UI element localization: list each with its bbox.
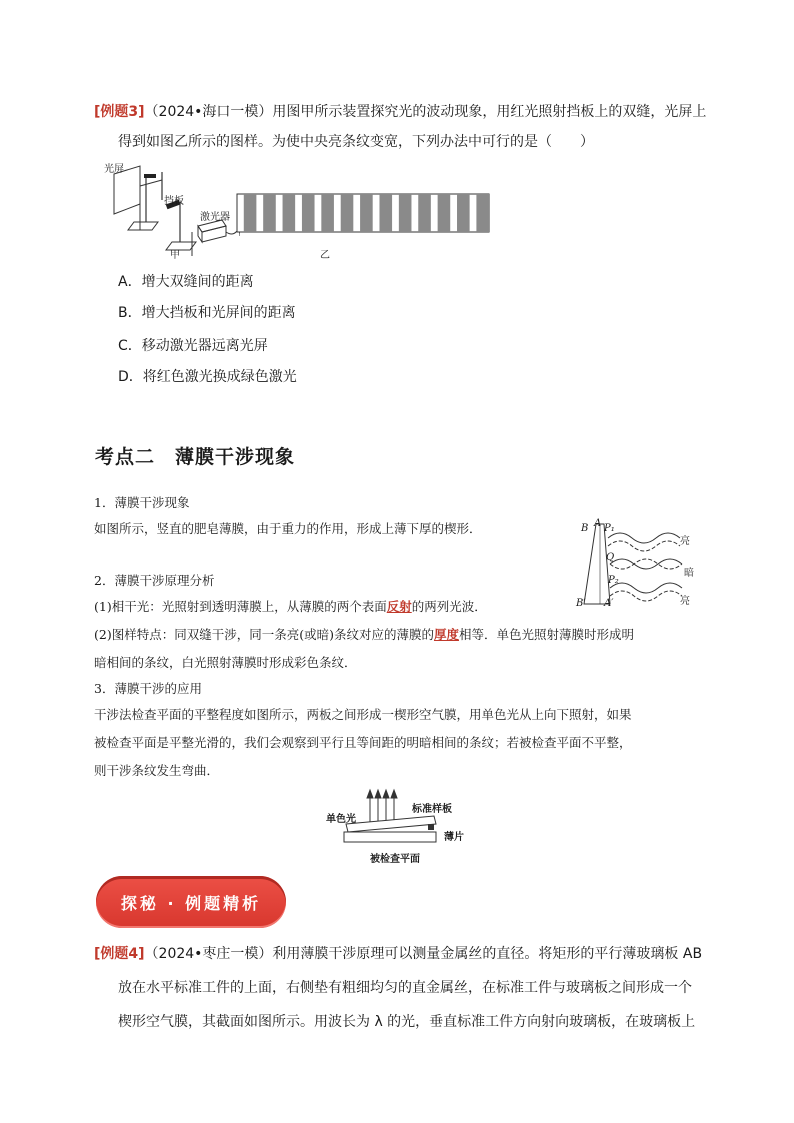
fringe-bar: [379, 194, 392, 232]
label-yi: 乙: [320, 250, 330, 261]
film-wedge: [584, 524, 610, 604]
fringe-bar: [457, 194, 470, 232]
label-tested-plane: 被检查平面: [370, 854, 420, 865]
banner-label: 探秘 · 例题精析: [120, 893, 262, 913]
label-A: A: [594, 518, 602, 529]
example4-line2: 放在水平标准工件的上面，右侧垫有粗细均匀的直金属丝，在标准工件与玻璃板之间形成一个: [118, 980, 692, 996]
label-A-prime: A′: [604, 598, 614, 609]
label-jia: 甲: [170, 250, 180, 261]
label-bright-2: 亮: [680, 596, 690, 607]
label-B: B: [581, 523, 589, 534]
note-heading-3: 3．薄膜干涉的应用: [94, 681, 202, 696]
fringe-bar: [244, 194, 257, 232]
label-bright-1: 亮: [680, 536, 690, 547]
option-a[interactable]: A．增大双缝间的距离: [118, 274, 254, 290]
note-heading-2: 2．薄膜干涉原理分析: [94, 573, 215, 588]
fringe-bar: [360, 194, 373, 232]
fringe-bar: [283, 194, 296, 232]
keyword-thickness: 厚度: [433, 627, 459, 642]
fringe-bar: [302, 194, 315, 232]
option-d[interactable]: D．将红色激光换成绿色激光: [118, 369, 297, 385]
section-banner: [96, 876, 286, 928]
example4-tag: [例题4]: [94, 946, 145, 962]
label-laser: 激光器: [200, 212, 230, 223]
note-text-3-line2: 被检查平面是平整光滑的，我们会观察到平行且等间距的明暗相间的条纹；若被检查平面不平整，: [94, 735, 632, 750]
fringe-bar: [438, 194, 451, 232]
example4-line1: [94, 944, 702, 964]
option-b[interactable]: B．增大挡板和光屏间的距离: [118, 305, 296, 321]
section-title: 考点二 薄膜干涉现象: [95, 446, 296, 468]
label-dark: 暗: [684, 568, 694, 579]
label-B-prime: B′: [576, 598, 586, 609]
example4-text1: （2024•枣庄一模）利用薄膜干涉原理可以测量金属丝的直径。将矩形的平行薄玻璃板 AB: [144, 946, 703, 962]
fringe-bar: [263, 194, 276, 232]
note-text-3-line3: 则干涉条纹发生弯曲．: [94, 763, 220, 778]
label-screen: 光屏: [104, 164, 124, 175]
fringe-pattern: [236, 193, 490, 233]
fringe-bar: [418, 194, 431, 232]
label-sheet: 薄片: [444, 832, 464, 843]
label-P1: P₁: [604, 523, 615, 534]
example3-line1: [94, 102, 706, 122]
label-standard-plate: 标准样板: [412, 804, 452, 815]
note-text-2a: (1)相干光：光照射到透明薄膜上，从薄膜的两个表面反射的两列光波．: [94, 599, 487, 614]
fringe-bar: [476, 194, 489, 232]
keyword-reflection: 反射: [386, 599, 412, 614]
note-heading-1: 1．薄膜干涉现象: [94, 495, 190, 510]
example3-text1: （2024•海口一模）用图甲所示装置探究光的波动现象，用红光照射挡板上的双缝，光屏上: [144, 104, 707, 120]
label-P2: P₂: [608, 575, 619, 586]
flatness-figure: [340, 786, 470, 854]
example3-line2: 得到如图乙所示的图样。为使中央亮条纹变宽，下列办法中可行的是（ ）: [118, 134, 594, 150]
note-text-2b: (2)图样特点：同双缝干涉，同一条亮(或暗)条纹对应的薄膜的厚度相等．单色光照射薄膜时形成明: [94, 627, 634, 642]
note-text-2b-line2: 暗相间的条纹，白光照射薄膜时形成彩色条纹．: [94, 655, 357, 670]
example3-tag: [例题3]: [94, 104, 145, 120]
label-mono-light: 单色光: [326, 814, 356, 825]
label-Q: Q: [606, 552, 615, 563]
fringe-bar: [399, 194, 412, 232]
option-c[interactable]: C．移动激光器远离光屏: [118, 338, 268, 354]
fringe-bar: [341, 194, 354, 232]
note-text-1: 如图所示，竖直的肥皂薄膜，由于重力的作用，形成上薄下厚的楔形．: [94, 521, 482, 536]
label-baffle: 挡板: [164, 196, 184, 207]
example4-line3: 楔形空气膜，其截面如图所示。用波长为 λ 的光，垂直标准工件方向射向玻璃板，在玻璃板上: [118, 1014, 696, 1030]
fringe-bar: [321, 194, 334, 232]
note-text-3-line1: 干涉法检查平面的平整程度如图所示，两板之间形成一楔形空气膜，用单色光从上向下照射，如果: [94, 707, 632, 722]
